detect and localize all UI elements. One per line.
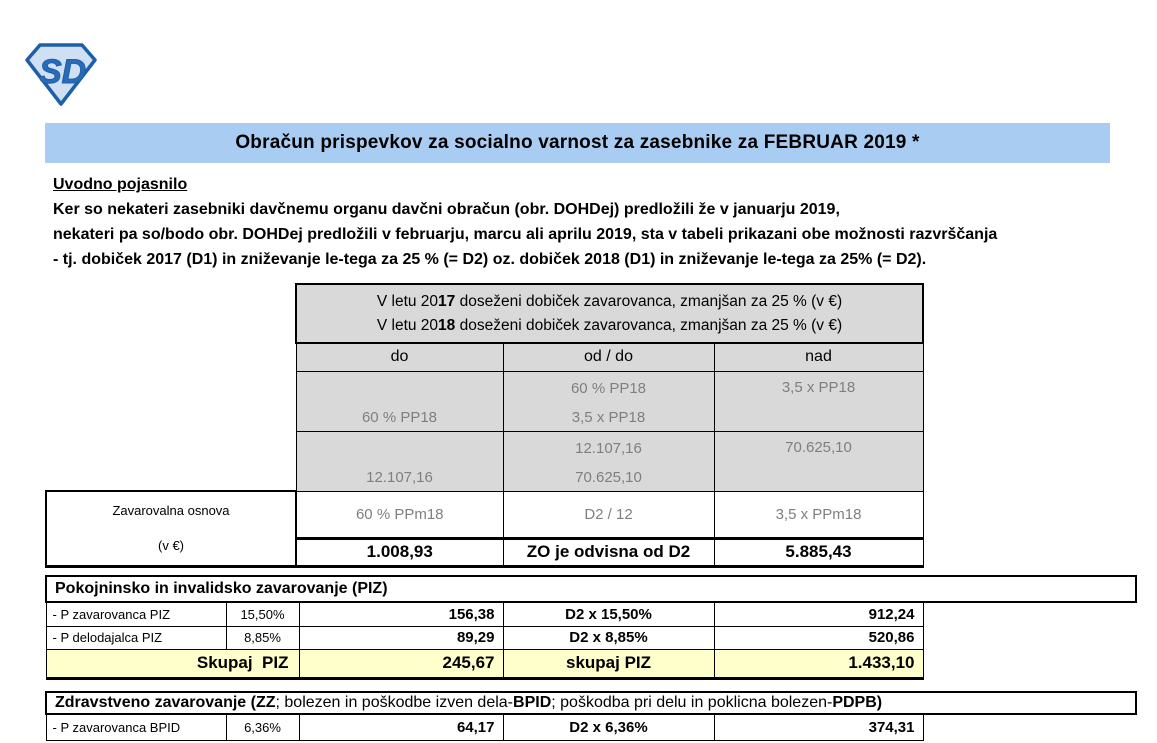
piz-total-row [46,649,1136,678]
base-value-do: 1.008,93 [296,538,503,566]
document-title-bar [45,123,1110,163]
intro-section [53,176,1153,272]
pp-threshold-do2: 3,5 x PP18 [571,408,646,426]
piz-total-label: Skupaj PIZ [46,649,299,678]
piz-row-amount: 156,38 [299,602,503,626]
zz-section-title: Zdravstveno zavarovanje (ZZ; bolezen in poškodbe izven dela-BPID; poškodba pri delu in poklicna bolezen-PDPB) [46,692,1136,714]
column-header-do: do [296,343,503,371]
pp-threshold-od-do [503,371,714,431]
piz-row-amount: 89,29 [299,626,503,649]
pp-threshold-do: 60 % PP18 [296,371,503,431]
piz-total-spacer [923,649,1136,678]
insurance-base-unit: (v €) [158,538,184,554]
base-formula-nad: 3,5 x PPm18 [714,491,923,538]
piz-row-rate: 8,85% [226,626,299,649]
piz-row-spacer [923,602,1136,626]
piz-row-label: - P delodajalca PIZ [46,626,226,649]
piz-total-formula: skupaj PIZ [503,649,714,678]
piz-row-spacer [923,626,1136,649]
zz-row-zavarovanca [46,714,1136,740]
zz-section-table [45,691,1137,741]
base-value-od-do: ZO je odvisna od D2 [503,538,714,566]
bracket-spacer-cell [46,431,296,491]
piz-row-amount2: 912,24 [714,602,923,626]
bracket-spacer-cell [46,343,296,371]
zz-row-amount2: 374,31 [714,714,923,740]
column-header-od-do: od / do [503,343,714,371]
piz-section-title: Pokojninsko in invalidsko zavarovanje (PIZ) [46,576,1136,602]
zz-row-rate: 6,36% [226,714,299,740]
piz-row-zavarovanca [46,602,1136,626]
piz-row-amount2: 520,86 [714,626,923,649]
piz-row-formula: D2 x 8,85% [503,626,714,649]
zz-row-spacer [923,714,1136,740]
amount-threshold-nad: 70.625,10 [714,431,923,491]
amount-threshold-od: 12.107,16 [575,439,642,457]
piz-row-label: - P zavarovanca PIZ [46,602,226,626]
pp-threshold-od: 60 % PP18 [570,379,647,397]
insurance-base-label: Zavarovalna osnova [112,503,230,519]
base-formula-do: 60 % PPm18 [296,491,503,538]
bracket-spacer-cell [46,284,296,343]
shield-logo-icon [25,43,97,107]
base-value-nad: 5.885,43 [714,538,923,566]
bracket-spacer-cell [46,371,296,431]
piz-total-amount2: 1.433,10 [714,649,923,678]
bracket-header-line-2: V letu 2018 doseženi dobiček zavarovanca, zmanjšan za 25 % (v €) [376,316,843,334]
insurance-base-label-cell [46,491,296,566]
intro-line-1: Ker so nekateri zasebniki davčnemu organu davčni obračun (obr. DOHDej) predložili že v januarju 2019, [53,201,840,218]
amount-threshold-od-do [503,431,714,491]
amount-threshold-do2: 70.625,10 [575,468,642,486]
piz-row-formula: D2 x 15,50% [503,602,714,626]
piz-section-table [45,575,1137,680]
intro-line-2: nekateri pa so/bodo obr. DOHDej predložili v februarju, marcu ali aprilu 2019, sta v tabeli prikazani obe možnosti razvrščanja [53,226,998,243]
amount-threshold-do: 12.107,16 [296,431,503,491]
piz-row-delodajalca [46,626,1136,649]
base-formula-od-do: D2 / 12 [503,491,714,538]
zz-row-formula: D2 x 6,36% [503,714,714,740]
zz-row-label: - P zavarovanca BPID [46,714,226,740]
logo-letters: SD [39,53,87,91]
bracket-header-cell [296,284,923,343]
piz-row-rate: 15,50% [226,602,299,626]
pp-threshold-nad: 3,5 x PP18 [714,371,923,431]
zz-row-amount: 64,17 [299,714,503,740]
company-logo [25,43,97,107]
document-title: Obračun prispevkov za socialno varnost za zasebnike za FEBRUAR 2019 * [235,132,920,153]
piz-total-amount: 245,67 [299,649,503,678]
bracket-header-line-1: V letu 2017 doseženi dobiček zavarovanca, zmanjšan za 25 % (v €) [376,292,843,310]
column-header-nad: nad [714,343,923,371]
intro-heading: Uvodno pojasnilo [53,176,188,193]
intro-line-3: - tj. dobiček 2017 (D1) in zniževanje le-tega za 25 % (= D2) oz. dobiček 2018 (D1) in zniževanje le-tega za 25% (= D2). [53,251,927,268]
income-bracket-table [45,283,924,568]
